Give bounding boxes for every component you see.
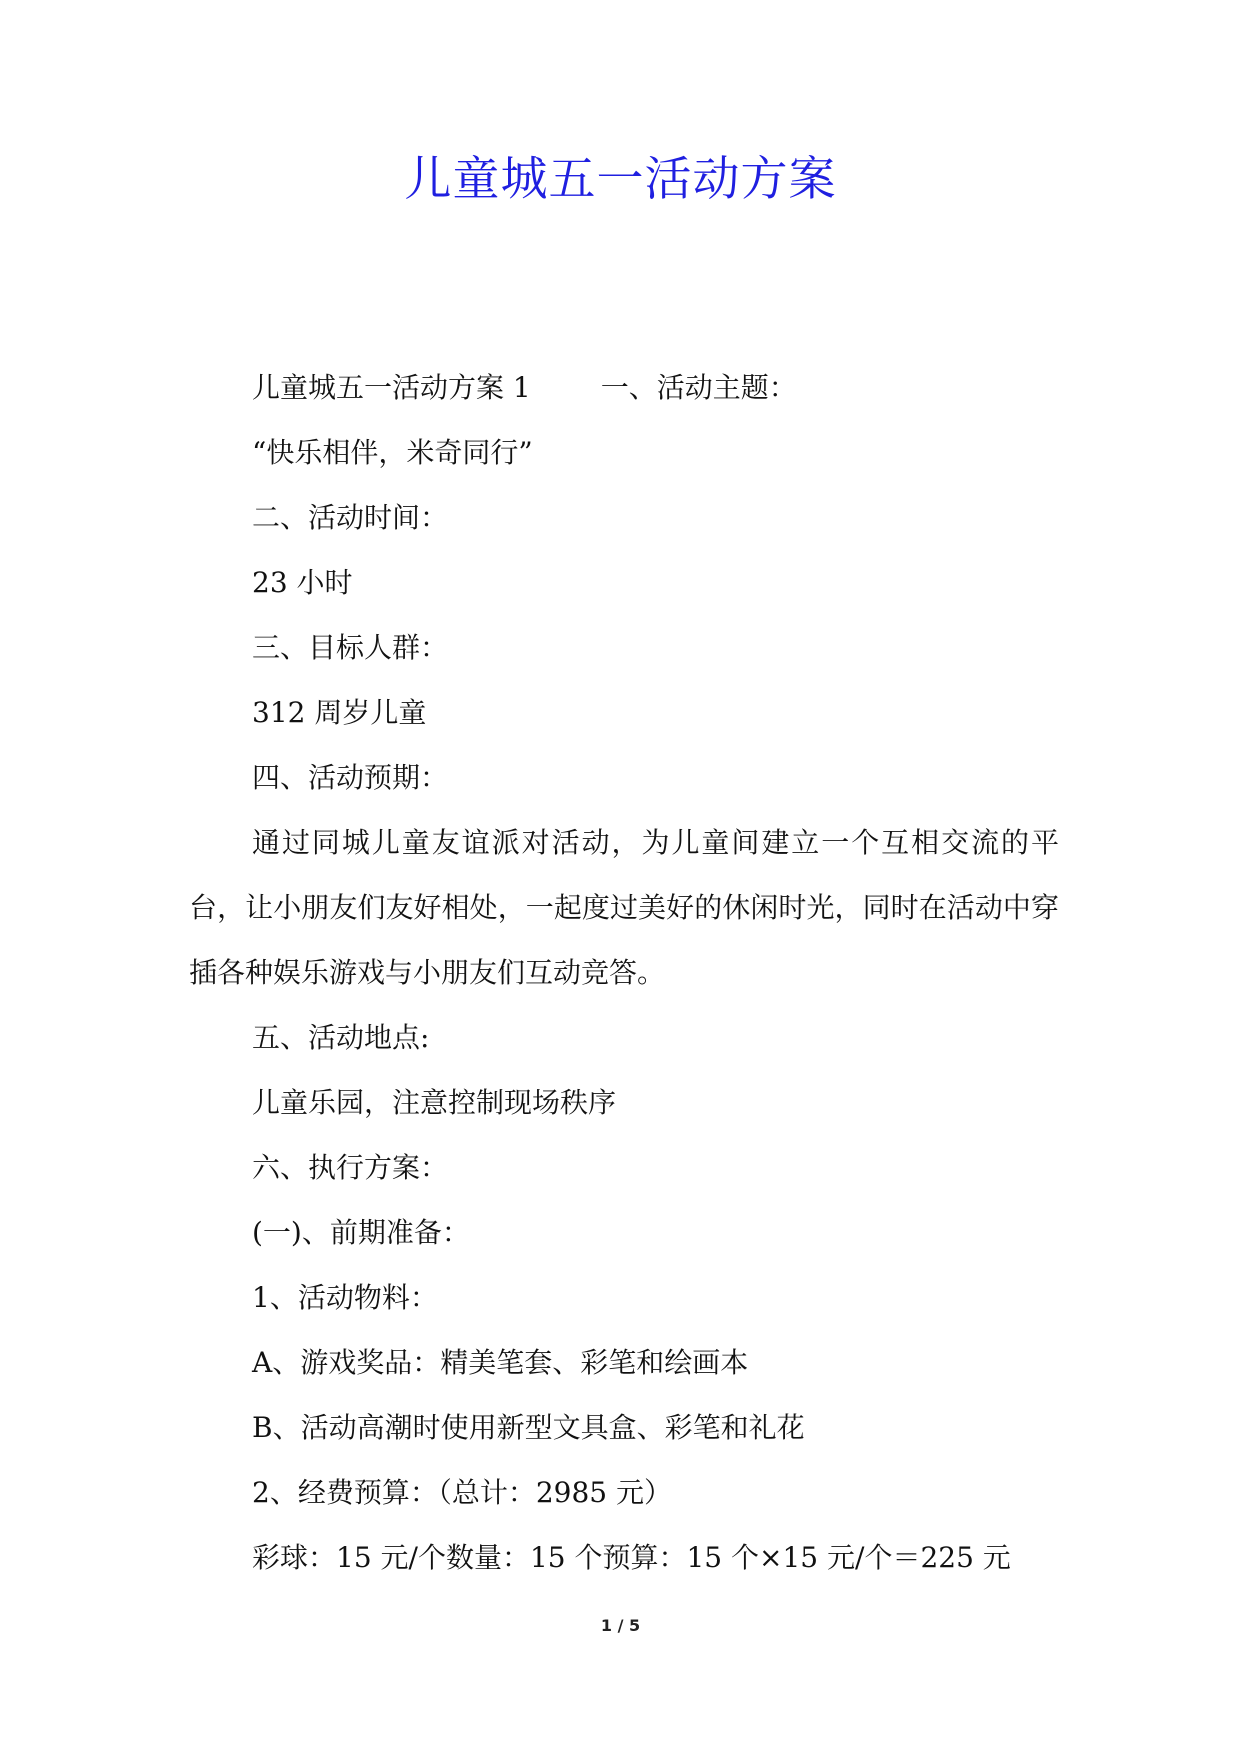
item-materials: 1、活动物料：	[252, 1281, 438, 1314]
item-materials-b: B、活动高潮时使用新型文具盒、彩笔和礼花	[252, 1411, 805, 1444]
paragraph-expectation: 通过同城儿童友谊派对活动，为儿童间建立一个互相交流的平台，让小朋友们友好相处，一起度过美好的休闲时光，同时在活动中穿插各种娱乐游戏与小朋友们互动竞答。	[189, 826, 1059, 989]
section-heading-audience: 三、目标人群：	[252, 631, 449, 664]
section-heading-execution: 六、执行方案：	[252, 1151, 449, 1184]
section-heading-expectation: 四、活动预期：	[252, 761, 449, 794]
paragraph-theme-slogan: “快乐相伴，米奇同行”	[252, 436, 533, 469]
page-number: 1 / 5	[600, 1616, 641, 1635]
paragraph-location: 儿童乐园，注意控制现场秩序	[252, 1086, 617, 1119]
section-heading-time: 二、活动时间：	[252, 501, 449, 534]
paragraph-audience: 312 周岁儿童	[252, 696, 427, 729]
subheading-preparation: (一)、前期准备：	[252, 1216, 470, 1249]
section-heading-location: 五、活动地点:	[252, 1021, 430, 1054]
item-materials-a: A、游戏奖品：精美笔套、彩笔和绘画本	[252, 1346, 749, 1379]
item-budget-balloons: 彩球：15 元/个数量：15 个预算：15 个×15 元/个＝225 元	[252, 1541, 1011, 1574]
document-title: 儿童城五一活动方案	[404, 152, 837, 207]
paragraph-time: 23 小时	[252, 566, 353, 599]
plan-heading: 儿童城五一活动方案 1	[252, 371, 531, 404]
document-body	[189, 355, 1059, 1590]
first-line	[189, 355, 1059, 420]
section-heading-theme: 一、活动主题：	[600, 371, 797, 404]
item-budget: 2、经费预算：（总计：2985 元）	[252, 1476, 672, 1509]
